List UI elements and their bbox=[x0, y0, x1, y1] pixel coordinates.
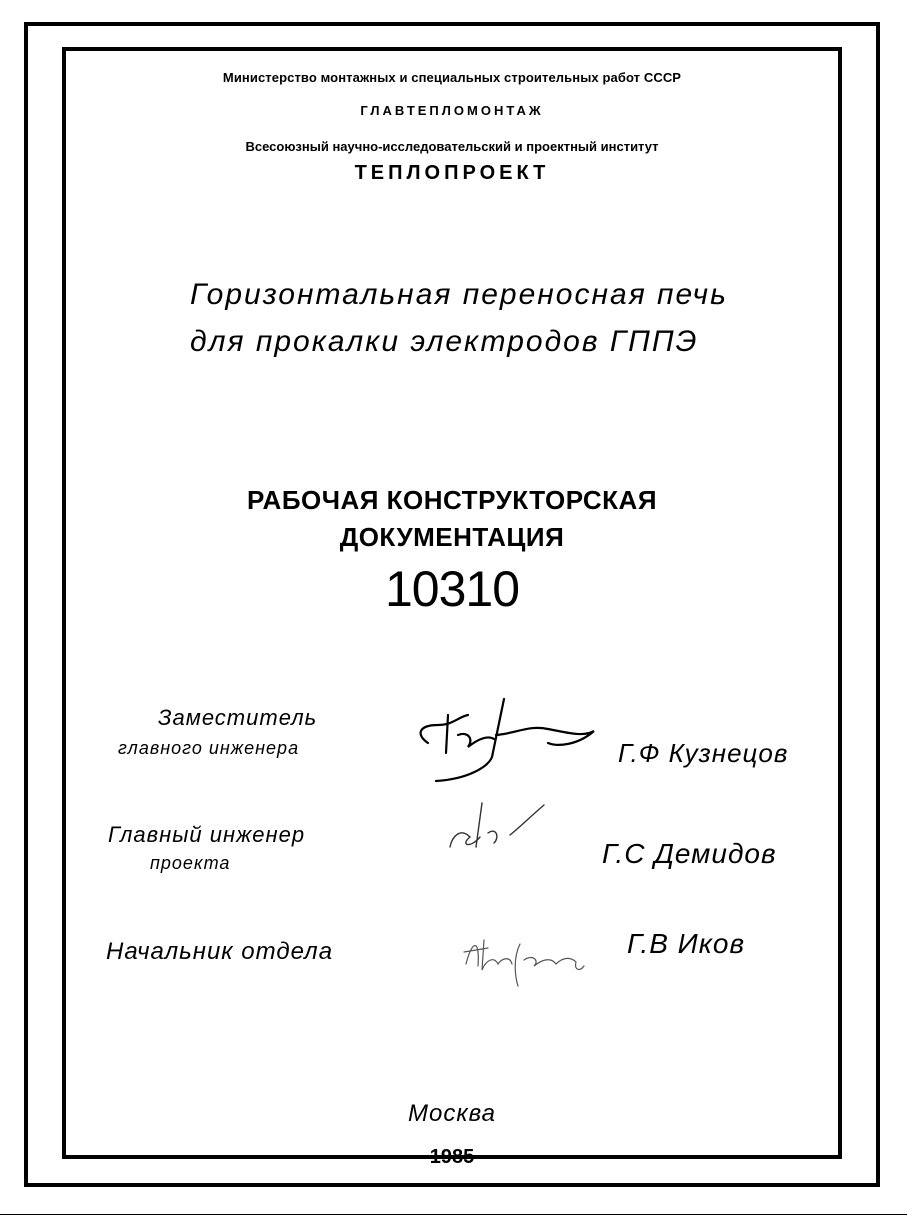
approver-1-role-line2: главного инженера bbox=[118, 738, 300, 758]
signature-3 bbox=[458, 930, 588, 990]
approver-2-role-line1: Главный инженер bbox=[108, 822, 306, 847]
bottom-rule bbox=[0, 1214, 907, 1215]
approver-2-name: Г.С Демидов bbox=[602, 838, 777, 869]
approver-3-name: Г.В Иков bbox=[627, 928, 746, 959]
signature-1 bbox=[408, 695, 598, 785]
main-department: ГЛАВТЕПЛОМОНТАЖ bbox=[360, 103, 544, 118]
city: Москва bbox=[407, 1100, 497, 1127]
product-title-line1: Горизонтальная переносная печь bbox=[190, 278, 728, 311]
signature-2 bbox=[440, 797, 550, 857]
year: 1985 bbox=[429, 1146, 475, 1168]
approver-2-role-line2: проекта bbox=[150, 853, 231, 873]
document-type-line2: ДОКУМЕНТАЦИЯ bbox=[339, 522, 565, 552]
ministry-name: Министерство монтажных и специальных строительных работ СССР bbox=[222, 70, 682, 85]
approver-1-name: Г.Ф Кузнецов bbox=[618, 738, 789, 768]
institute-name: ТЕПЛОПРОЕКТ bbox=[354, 162, 550, 184]
document-type-line1: РАБОЧАЯ КОНСТРУКТОРСКАЯ bbox=[246, 485, 658, 515]
approver-1-role-line1: Заместитель bbox=[158, 705, 318, 730]
document-number: 10310 bbox=[384, 561, 520, 617]
product-title-line2: для прокалки электродов ГППЭ bbox=[190, 325, 699, 358]
approver-3-role: Начальник отдела bbox=[106, 938, 334, 965]
institute-description: Всесоюзный научно-исследовательский и проектный институт bbox=[245, 139, 659, 154]
